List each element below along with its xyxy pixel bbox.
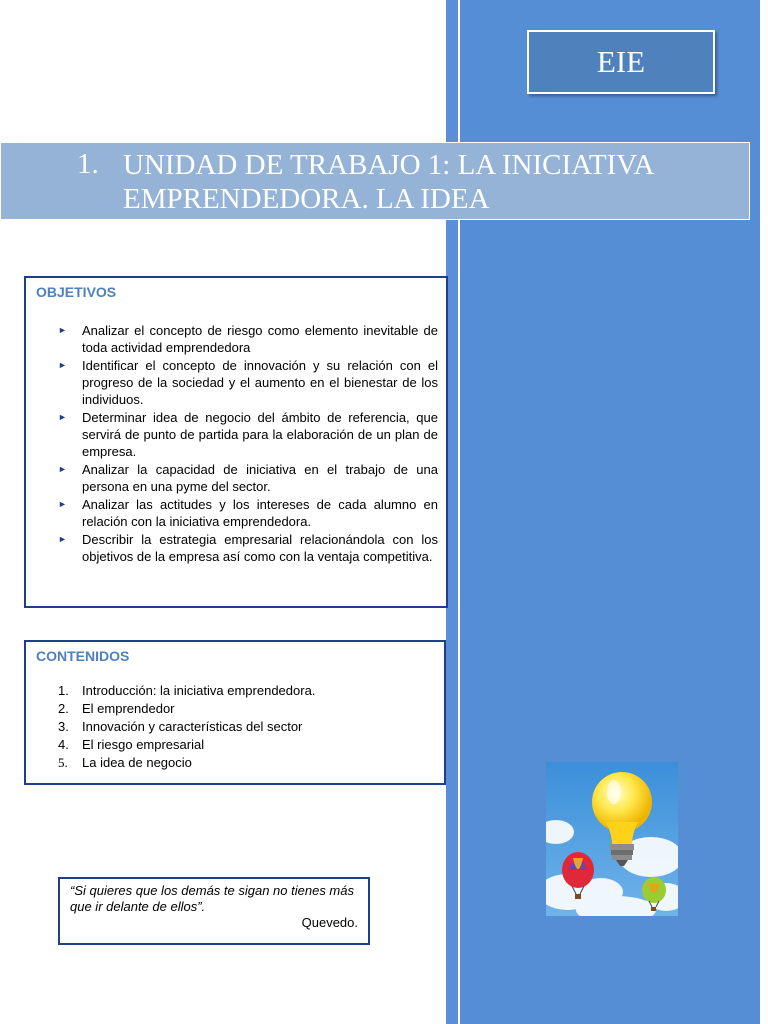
list-item: 5. La idea de negocio (58, 755, 192, 770)
list-item: ► Describir la estrategia empresarial relacionándola con los objetivos de la empresa así como con la ventaja competitiva. (58, 532, 438, 564)
bullet-icon: ► (58, 412, 67, 422)
page-title: UNIDAD DE TRABAJO 1: LA INICIATIVA EMPRENDEDORA. LA IDEA (123, 149, 653, 215)
bullet-icon: ► (58, 499, 67, 509)
list-item: ► Determinar idea de negocio del ámbito de referencia, que servirá de punto de partida para la elaboración de un plan de empresa. (58, 410, 438, 459)
list-item: 2. El emprendedor (58, 701, 175, 716)
list-item: ► Identificar el concepto de innovación y su relación con el progreso de la sociedad y el aumento en el bienestar de los individuos. (58, 358, 438, 407)
quote-text: “Si quieres que los demás te sigan no tienes más que ir delante de ellos”. (70, 883, 354, 914)
list-item: ► Analizar las actitudes y los intereses de cada alumno en relación con la iniciativa emprendedora. (58, 497, 438, 529)
bullet-icon: ► (58, 534, 67, 544)
title-number: 1. (77, 148, 99, 180)
list-item: 1. Introducción: la iniciativa emprendedora. (58, 683, 316, 698)
bullet-icon: ► (58, 464, 67, 474)
bullet-icon: ► (58, 360, 67, 370)
list-item: ► Analizar el concepto de riesgo como elemento inevitable de toda actividad emprendedora (58, 323, 438, 355)
page-right-margin (760, 0, 768, 1024)
list-item: 3. Innovación y características del sector (58, 719, 303, 734)
objetivos-list (26, 322, 446, 566)
quote-box (58, 877, 370, 945)
objetivos-box (24, 276, 448, 608)
objetivos-heading: OBJETIVOS (36, 284, 117, 300)
list-item: ► Analizar la capacidad de iniciativa en el trabajo de una persona en una pyme del sector. (58, 462, 438, 494)
bullet-icon: ► (58, 325, 67, 335)
contenidos-box (24, 640, 446, 785)
quote-author: Quevedo. (301, 915, 358, 930)
contenidos-heading: CONTENIDOS (36, 648, 130, 664)
subject-badge: EIE (527, 30, 715, 94)
lightbulb-balloons-illustration (546, 762, 678, 916)
contenidos-list (26, 682, 444, 772)
list-item: 4. El riesgo empresarial (58, 737, 205, 752)
